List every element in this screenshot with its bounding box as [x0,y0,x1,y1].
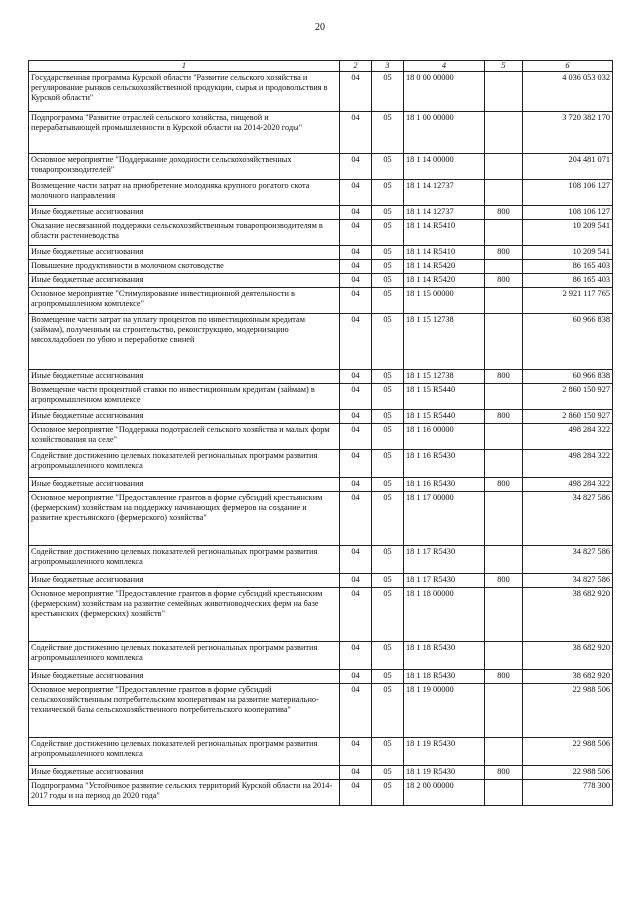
row-target-code: 18 1 15 12738 [404,314,485,370]
row-target-code: 18 1 15 R5440 [404,410,485,424]
row-expense-type [485,288,523,314]
row-name: Иные бюджетные ассигнования [29,766,340,780]
row-section: 04 [340,450,372,478]
row-subsection: 05 [372,246,404,260]
row-subsection: 05 [372,766,404,780]
row-target-code: 18 1 17 R5430 [404,574,485,588]
row-target-code: 18 1 19 00000 [404,684,485,738]
row-subsection: 05 [372,72,404,112]
row-name: Содействие достижению целевых показателей региональных программ развития агропромышленного комплекса [29,450,340,478]
row-subsection: 05 [372,670,404,684]
table-row [29,478,613,492]
row-subsection: 05 [372,738,404,766]
row-section: 04 [340,588,372,642]
row-subsection: 05 [372,546,404,574]
row-name: Иные бюджетные ассигнования [29,206,340,220]
row-section: 04 [340,220,372,246]
row-expense-type [485,588,523,642]
row-amount: 22 988 506 [523,684,613,738]
row-section: 04 [340,574,372,588]
row-section: 04 [340,642,372,670]
row-target-code: 18 1 14 R5410 [404,246,485,260]
table-row [29,588,613,642]
row-subsection: 05 [372,642,404,670]
table-row [29,574,613,588]
table-row [29,72,613,112]
row-expense-type [485,642,523,670]
row-subsection: 05 [372,780,404,806]
row-subsection: 05 [372,684,404,738]
row-amount: 498 284 322 [523,450,613,478]
row-expense-type [485,546,523,574]
row-expense-type [485,112,523,154]
row-target-code: 18 2 00 00000 [404,780,485,806]
row-amount: 34 827 586 [523,574,613,588]
table-row [29,738,613,766]
row-subsection: 05 [372,274,404,288]
row-amount: 86 165 403 [523,260,613,274]
table-row [29,288,613,314]
header-col-6: 6 [523,61,613,72]
row-expense-type [485,424,523,450]
row-name: Основное мероприятие "Предоставление грантов в форме субсидий крестьянским (фермерским) хозяйствам на поддержку начинающих фермеров на создание и развитие крестьянского (фермерского) хозяйства" [29,492,340,546]
row-amount: 22 988 506 [523,766,613,780]
row-expense-type: 800 [485,206,523,220]
row-amount: 498 284 322 [523,478,613,492]
row-target-code: 18 1 18 R5430 [404,642,485,670]
page-number: 20 [315,22,325,33]
row-name: Оказание несвязанной поддержки сельскохозяйственным товаропроизводителям в области растениеводства [29,220,340,246]
row-target-code: 18 1 14 12737 [404,206,485,220]
row-section: 04 [340,72,372,112]
header-col-2: 2 [340,61,372,72]
row-section: 04 [340,410,372,424]
row-amount: 10 209 541 [523,220,613,246]
row-section: 04 [340,738,372,766]
header-col-4: 4 [404,61,485,72]
row-name: Содействие достижению целевых показателей региональных программ развития агропромышленного комплекса [29,738,340,766]
table-row [29,370,613,384]
row-subsection: 05 [372,288,404,314]
row-target-code: 18 1 19 R5430 [404,738,485,766]
row-section: 04 [340,766,372,780]
row-amount: 38 682 920 [523,670,613,684]
row-subsection: 05 [372,450,404,478]
row-target-code: 18 1 16 R5430 [404,450,485,478]
row-name: Повышение продуктивности в молочном скотоводстве [29,260,340,274]
row-amount: 3 720 382 170 [523,112,613,154]
row-amount: 108 106 127 [523,180,613,206]
table-row [29,424,613,450]
row-subsection: 05 [372,314,404,370]
table-row [29,274,613,288]
table-row [29,112,613,154]
header-col-3: 3 [372,61,404,72]
row-name: Содействие достижению целевых показателей региональных программ развития агропромышленного комплекса [29,642,340,670]
row-target-code: 18 1 15 00000 [404,288,485,314]
row-subsection: 05 [372,370,404,384]
row-section: 04 [340,478,372,492]
row-expense-type: 800 [485,478,523,492]
row-target-code: 18 1 14 R5420 [404,274,485,288]
row-expense-type: 800 [485,670,523,684]
row-subsection: 05 [372,260,404,274]
row-expense-type: 800 [485,766,523,780]
row-name: Иные бюджетные ассигнования [29,478,340,492]
row-name: Основное мероприятие "Предоставление грантов в форме субсидий сельскохозяйственным потребительским кооперативам на развитие материально-технической базы сельскохозяйственного потребительского кооператива" [29,684,340,738]
row-target-code: 18 1 17 R5430 [404,546,485,574]
table-row [29,180,613,206]
table-row [29,546,613,574]
row-name: Возмещение части затрат на уплату процентов по инвестиционным кредитам (займам), полученным на строительство, реконструкцию, модернизацию мясохладобоен по убою и переработке свиней [29,314,340,370]
row-target-code: 18 1 14 12737 [404,180,485,206]
row-subsection: 05 [372,478,404,492]
budget-table [28,60,613,806]
row-name: Подпрограмма "Устойчивое развитие сельских территорий Курской области на 2014-2017 годы и на период до 2020 года" [29,780,340,806]
row-target-code: 18 1 19 R5430 [404,766,485,780]
row-subsection: 05 [372,384,404,410]
row-subsection: 05 [372,574,404,588]
row-section: 04 [340,384,372,410]
row-expense-type [485,260,523,274]
row-name: Иные бюджетные ассигнования [29,274,340,288]
row-target-code: 18 1 18 R5430 [404,670,485,684]
row-name: Иные бюджетные ассигнования [29,670,340,684]
row-target-code: 18 1 18 00000 [404,588,485,642]
row-subsection: 05 [372,410,404,424]
row-section: 04 [340,670,372,684]
header-col-5: 5 [485,61,523,72]
row-amount: 4 036 053 032 [523,72,613,112]
row-amount: 204 481 071 [523,154,613,180]
row-target-code: 18 1 14 R5410 [404,220,485,246]
row-target-code: 18 0 00 00000 [404,72,485,112]
row-expense-type [485,220,523,246]
row-name: Государственная программа Курской области "Развитие сельского хозяйства и регулирование рынков сельскохозяйственной продукции, сырья и продовольствия в Курской области" [29,72,340,112]
row-amount: 10 209 541 [523,246,613,260]
table-row [29,766,613,780]
row-amount: 38 682 920 [523,588,613,642]
row-section: 04 [340,112,372,154]
row-amount: 2 860 150 927 [523,410,613,424]
row-expense-type: 800 [485,274,523,288]
table-row [29,246,613,260]
row-target-code: 18 1 16 R5430 [404,478,485,492]
table-row [29,492,613,546]
row-section: 04 [340,154,372,180]
table-row [29,260,613,274]
row-name: Возмещение части затрат на приобретение молодняка крупного рогатого скота молочного направления [29,180,340,206]
row-amount: 2 860 150 927 [523,384,613,410]
table-header-row [29,61,613,72]
row-section: 04 [340,684,372,738]
table-row [29,684,613,738]
row-subsection: 05 [372,112,404,154]
row-expense-type [485,780,523,806]
row-amount: 38 682 920 [523,642,613,670]
row-amount: 498 284 322 [523,424,613,450]
table-body [29,72,613,806]
row-section: 04 [340,260,372,274]
row-expense-type [485,492,523,546]
row-target-code: 18 1 15 R5440 [404,384,485,410]
table-row [29,314,613,370]
row-amount: 34 827 586 [523,492,613,546]
row-expense-type [485,180,523,206]
row-name: Основное мероприятие "Стимулирование инвестиционной деятельности в агропромышленном комплексе" [29,288,340,314]
row-name: Иные бюджетные ассигнования [29,574,340,588]
row-name: Подпрограмма "Развитие отраслей сельского хозяйства, пищевой и перерабатывающей промышленности в Курской области на 2014-2020 годы" [29,112,340,154]
row-amount: 778 300 [523,780,613,806]
row-amount: 2 921 117 765 [523,288,613,314]
row-section: 04 [340,246,372,260]
table-row [29,384,613,410]
row-section: 04 [340,546,372,574]
row-target-code: 18 1 14 00000 [404,154,485,180]
table-row [29,780,613,806]
row-target-code: 18 1 14 R5420 [404,260,485,274]
row-subsection: 05 [372,492,404,546]
row-expense-type [485,72,523,112]
row-amount: 22 988 506 [523,738,613,766]
row-section: 04 [340,180,372,206]
row-amount: 86 165 403 [523,274,613,288]
table-row [29,220,613,246]
row-name: Основное мероприятие "Поддержание доходности сельскохозяйственных товаропроизводителей" [29,154,340,180]
row-subsection: 05 [372,588,404,642]
row-section: 04 [340,424,372,450]
row-section: 04 [340,206,372,220]
row-amount: 60 966 838 [523,314,613,370]
row-amount: 108 106 127 [523,206,613,220]
row-expense-type [485,450,523,478]
row-section: 04 [340,274,372,288]
row-amount: 60 966 838 [523,370,613,384]
row-target-code: 18 1 00 00000 [404,112,485,154]
row-name: Иные бюджетные ассигнования [29,370,340,384]
row-subsection: 05 [372,220,404,246]
row-expense-type [485,154,523,180]
row-subsection: 05 [372,180,404,206]
row-name: Основное мероприятие "Поддержка подотраслей сельского хозяйства и малых форм хозяйствования на селе" [29,424,340,450]
row-subsection: 05 [372,424,404,450]
table-row [29,410,613,424]
table-row [29,450,613,478]
row-expense-type [485,384,523,410]
row-expense-type [485,684,523,738]
row-section: 04 [340,288,372,314]
row-expense-type [485,738,523,766]
row-expense-type: 800 [485,410,523,424]
row-expense-type: 800 [485,370,523,384]
header-col-1: 1 [29,61,340,72]
row-target-code: 18 1 15 12738 [404,370,485,384]
row-amount: 34 827 586 [523,546,613,574]
table-row [29,670,613,684]
row-name: Содействие достижению целевых показателей региональных программ развития агропромышленного комплекса [29,546,340,574]
table-row [29,642,613,670]
row-section: 04 [340,780,372,806]
row-target-code: 18 1 16 00000 [404,424,485,450]
row-name: Возмещение части процентной ставки по инвестиционным кредитам (займам) в агропромышленном комплексе [29,384,340,410]
row-expense-type: 800 [485,574,523,588]
table-row [29,154,613,180]
row-target-code: 18 1 17 00000 [404,492,485,546]
row-section: 04 [340,492,372,546]
table-row [29,206,613,220]
row-section: 04 [340,370,372,384]
row-name: Иные бюджетные ассигнования [29,246,340,260]
row-expense-type [485,314,523,370]
row-section: 04 [340,314,372,370]
row-subsection: 05 [372,154,404,180]
row-name: Иные бюджетные ассигнования [29,410,340,424]
row-expense-type: 800 [485,246,523,260]
row-name: Основное мероприятие "Предоставление грантов в форме субсидий крестьянским (фермерским) хозяйствам на развитие семейных животноводческих ферм на базе крестьянских (фермерских) хозяйств" [29,588,340,642]
row-subsection: 05 [372,206,404,220]
